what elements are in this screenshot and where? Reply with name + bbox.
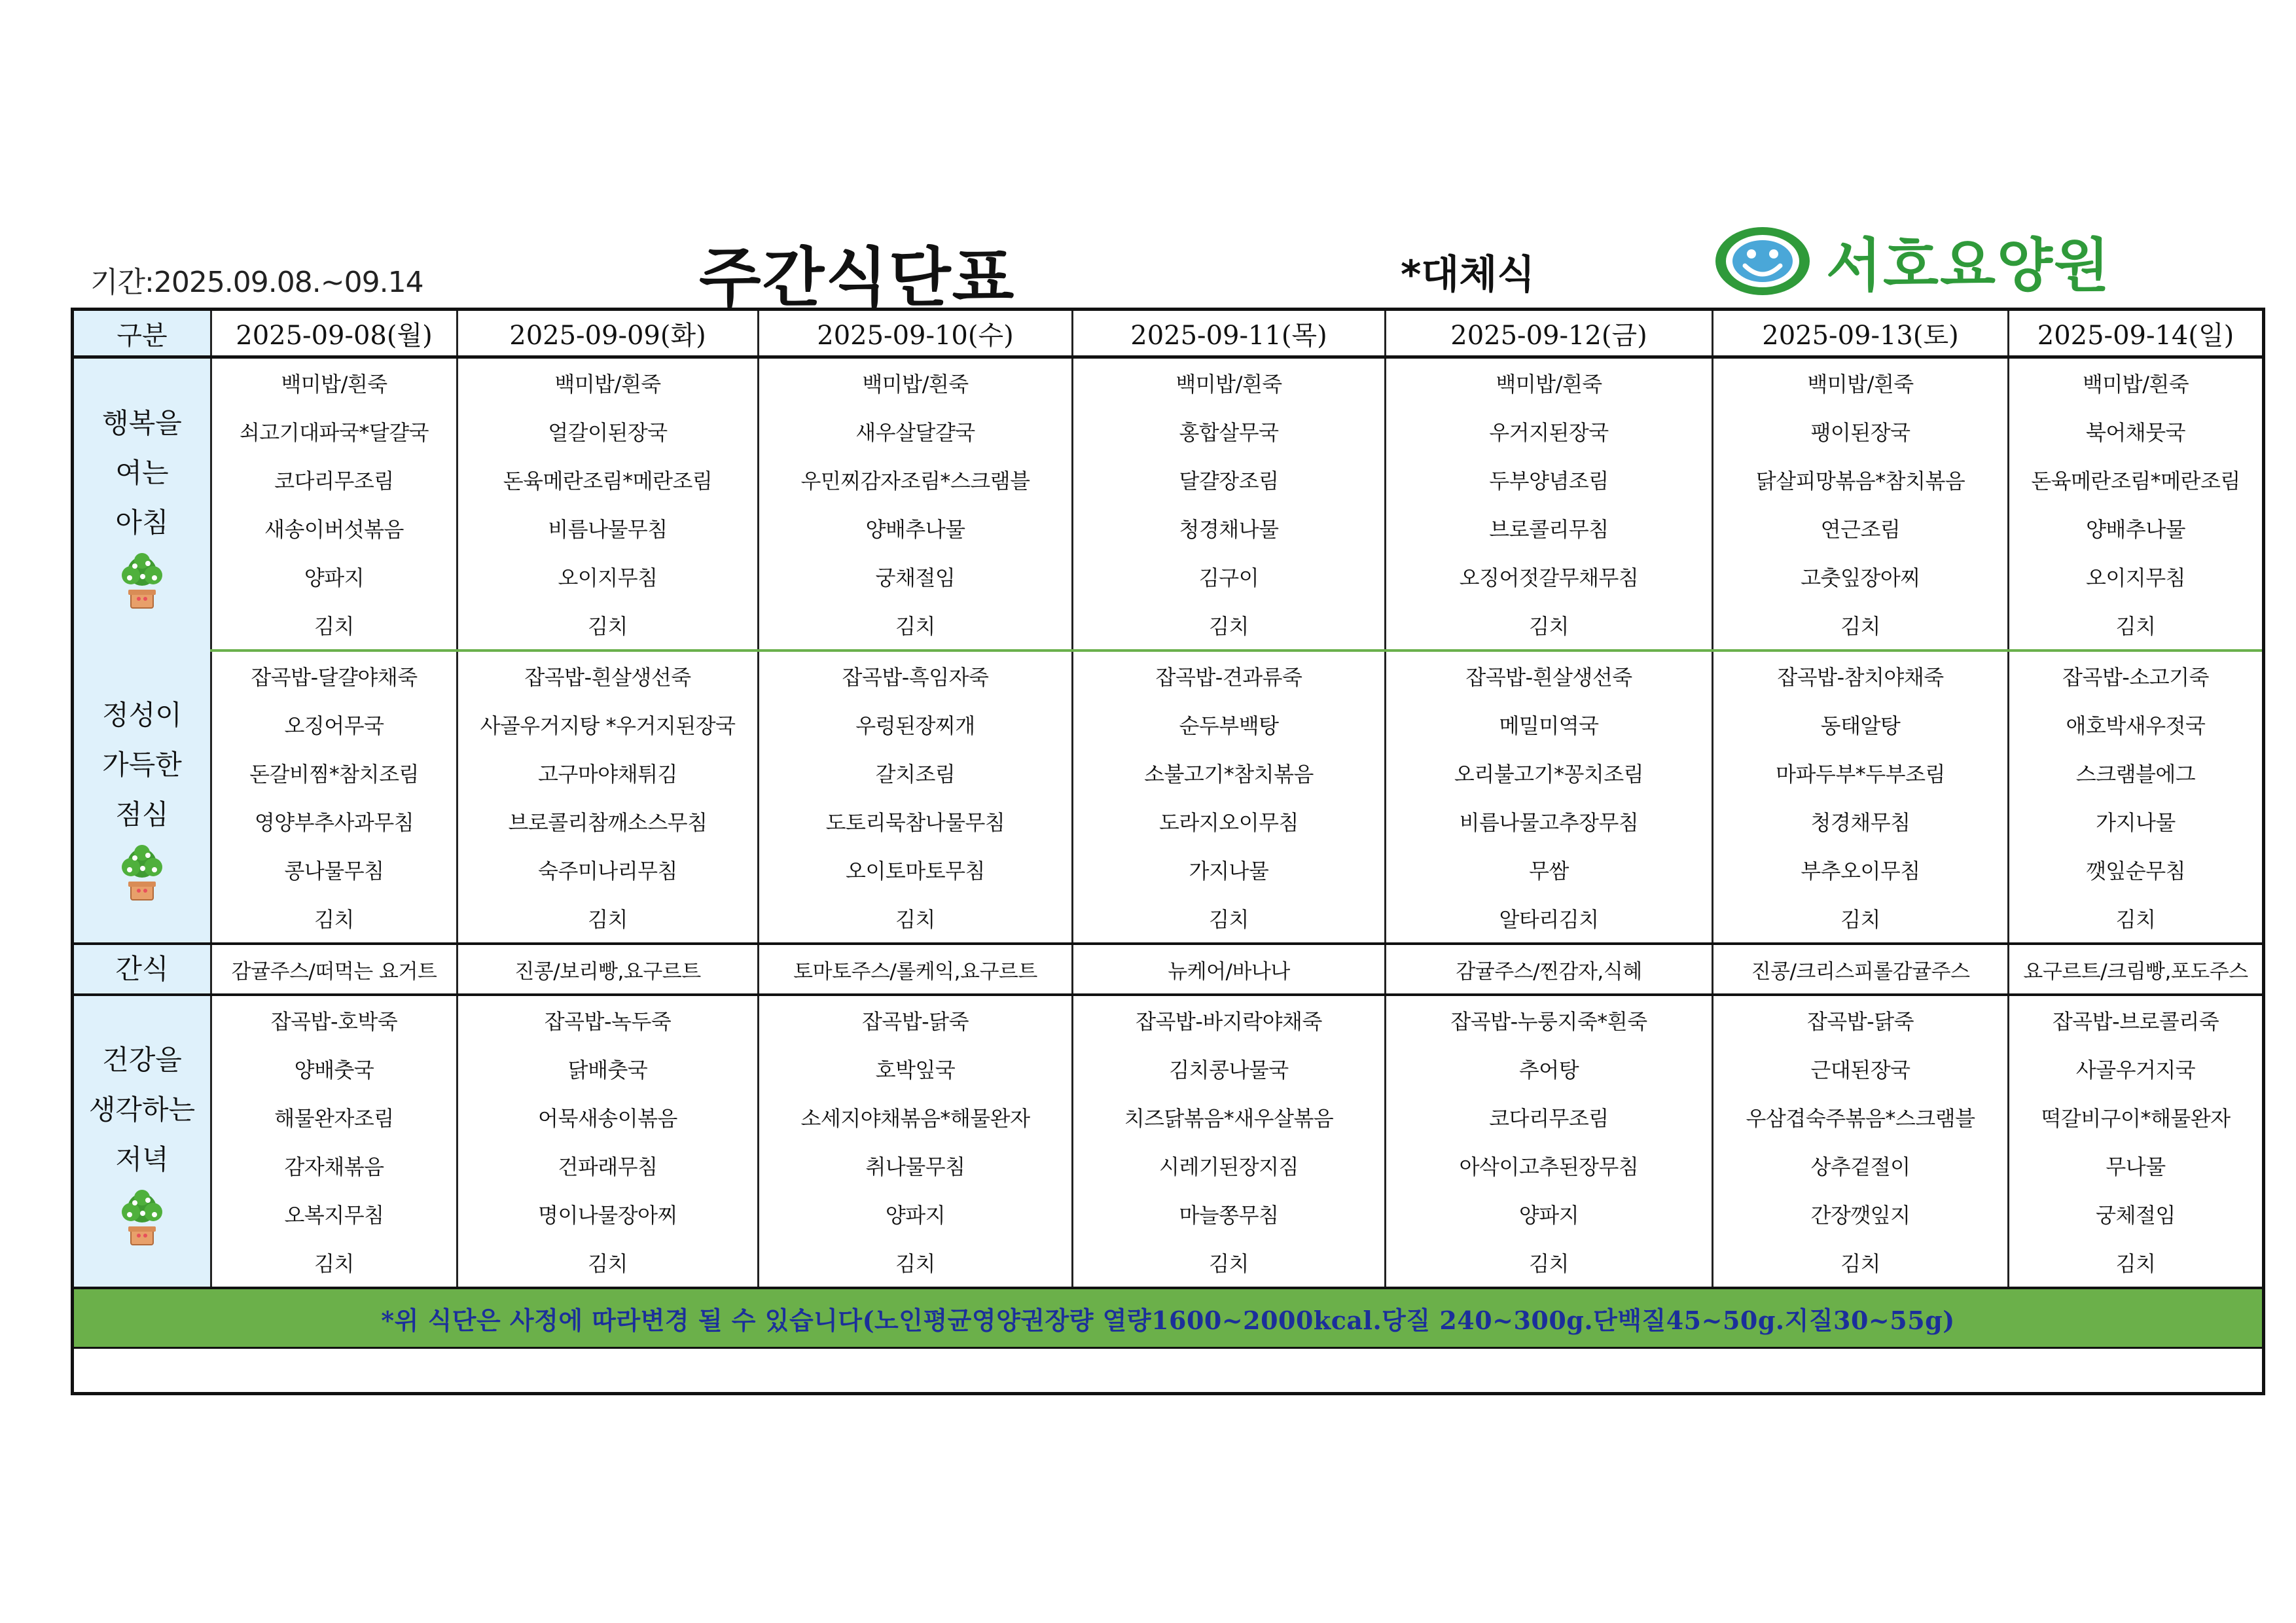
menu-item: 김치: [1073, 894, 1386, 944]
menu-item: 오이지무침: [2009, 552, 2264, 601]
menu-item: 양파지: [759, 1190, 1073, 1238]
date-header: 2025-09-10(수): [759, 310, 1073, 357]
menu-item: 김치: [211, 894, 457, 944]
snack-item: 뉴케어/바나나: [1073, 944, 1386, 995]
menu-item: 궁체절임: [2009, 1190, 2264, 1238]
menu-item: 김치: [2009, 1238, 2264, 1288]
date-header: 2025-09-08(월): [211, 310, 457, 357]
snack-item: 요구르트/크림빵,포도주스: [2009, 944, 2264, 995]
menu-item: 마파두부*두부조림: [1713, 749, 2009, 797]
menu-item: 도토리묵참나물무침: [759, 797, 1073, 846]
menu-item: 김치: [1073, 601, 1386, 651]
lunch-row: [73, 894, 2264, 944]
menu-item: 잡곡밥-호박죽: [211, 995, 457, 1044]
flower-pot-icon: [117, 552, 168, 611]
menu-item: 팽이된장국: [1713, 407, 2009, 455]
menu-item: 상추겉절이: [1713, 1141, 2009, 1190]
lunch-row: [73, 846, 2264, 894]
menu-item: 김치: [759, 1238, 1073, 1288]
menu-item: 백미밥/흰죽: [1713, 357, 2009, 408]
menu-item: 달걀장조림: [1073, 455, 1386, 504]
menu-item: 새우살달걀국: [759, 407, 1073, 455]
menu-item: 잡곡밥-흰살생선죽: [457, 651, 759, 700]
note-cell: [73, 1288, 2264, 1348]
breakfast-row: [73, 504, 2264, 552]
date-header: 2025-09-12(금): [1386, 310, 1713, 357]
menu-item: 부추오이무침: [1713, 846, 2009, 894]
menu-item: 고춧잎장아찌: [1713, 552, 2009, 601]
menu-item: 호박잎국: [759, 1044, 1073, 1093]
menu-item: 잡곡밥-녹두죽: [457, 995, 759, 1044]
menu-item: 사골우거지탕 *우거지된장국: [457, 700, 759, 749]
menu-item: 김치콩나물국: [1073, 1044, 1386, 1093]
menu-item: 무나물: [2009, 1141, 2264, 1190]
menu-item: 소세지야채볶음*해물완자: [759, 1093, 1073, 1141]
menu-item: 청경채나물: [1073, 504, 1386, 552]
menu-item: 오징어무국: [211, 700, 457, 749]
menu-item: 잡곡밥-견과류죽: [1073, 651, 1386, 700]
menu-item: 우민찌감자조림*스크램블: [759, 455, 1073, 504]
menu-item: 우삼겹숙주볶음*스크램블: [1713, 1093, 2009, 1141]
menu-item: 잡곡밥-참치야채죽: [1713, 651, 2009, 700]
menu-item: 사골우거지국: [2009, 1044, 2264, 1093]
menu-item: 시레기된장지짐: [1073, 1141, 1386, 1190]
menu-item: 양배추나물: [2009, 504, 2264, 552]
menu-item: 백미밥/흰죽: [2009, 357, 2264, 408]
menu-item: 김치: [1073, 1238, 1386, 1288]
menu-item: 백미밥/흰죽: [759, 357, 1073, 408]
dinner-row: [73, 995, 2264, 1044]
menu-item: 잡곡밥-소고기죽: [2009, 651, 2264, 700]
menu-item: 닭배춧국: [457, 1044, 759, 1093]
breakfast-row: [73, 357, 2264, 408]
menu-item: 어묵새송이볶음: [457, 1093, 759, 1141]
breakfast-label-line: 아침: [115, 507, 169, 539]
menu-item: 잡곡밥-닭죽: [1713, 995, 2009, 1044]
menu-item: 고구마야채튀김: [457, 749, 759, 797]
lunch-row: [73, 651, 2264, 700]
dinner-row: [73, 1093, 2264, 1141]
lunch-label-line: 정성이: [102, 699, 182, 731]
breakfast-row: [73, 601, 2264, 651]
menu-item: 마늘쫑무침: [1073, 1190, 1386, 1238]
menu-item: 브로콜리참깨소스무침: [457, 797, 759, 846]
menu-item: 백미밥/흰죽: [1073, 357, 1386, 408]
flower-pot-icon: [117, 844, 168, 902]
menu-item: 감자채볶음: [211, 1141, 457, 1190]
menu-item: 김치: [759, 894, 1073, 944]
menu-item: 새송이버섯볶음: [211, 504, 457, 552]
dinner-label: [73, 995, 211, 1288]
logo: [1713, 220, 2111, 302]
lunch-row: [73, 749, 2264, 797]
menu-item: 궁채절임: [759, 552, 1073, 601]
blank-cell: [73, 1348, 2264, 1394]
menu-item: 김치: [2009, 601, 2264, 651]
menu-item: 브로콜리무침: [1386, 504, 1713, 552]
menu-item: 오이지무침: [457, 552, 759, 601]
period-label: 기간:2025.09.08.~09.14: [90, 266, 423, 299]
dinner-row: [73, 1044, 2264, 1093]
menu-item: 갈치조림: [759, 749, 1073, 797]
page-title: 주간식단표: [699, 241, 1016, 315]
date-header: 2025-09-11(목): [1073, 310, 1386, 357]
menu-item: 우렁된장찌개: [759, 700, 1073, 749]
menu-item: 잡곡밥-누룽지죽*흰죽: [1386, 995, 1713, 1044]
menu-item: 알타리김치: [1386, 894, 1713, 944]
header-row: [73, 310, 2264, 357]
menu-item: 김치: [1713, 601, 2009, 651]
menu-item: 오이토마토무침: [759, 846, 1073, 894]
menu-item: 오복지무침: [211, 1190, 457, 1238]
menu-item: 오징어젓갈무채무침: [1386, 552, 1713, 601]
menu-item: 숙주미나리무침: [457, 846, 759, 894]
menu-item: 닭살피망볶음*참치볶음: [1713, 455, 2009, 504]
snack-item: 진콩/크리스피롤감귤주스: [1713, 944, 2009, 995]
menu-item: 잡곡밥-바지락야채죽: [1073, 995, 1386, 1044]
breakfast-label: [73, 357, 211, 651]
logo-text: 서호요양원: [1826, 232, 2111, 299]
breakfast-label-line: 여는: [115, 457, 169, 489]
menu-item: 간장깻잎지: [1713, 1190, 2009, 1238]
menu-item: 스크램블에그: [2009, 749, 2264, 797]
menu-item: 치즈닭볶음*새우살볶음: [1073, 1093, 1386, 1141]
menu-item: 양파지: [1386, 1190, 1713, 1238]
lunch-label-line: 점심: [115, 798, 169, 830]
menu-item: 잡곡밥-흰살생선죽: [1386, 651, 1713, 700]
menu-item: 비름나물고추장무침: [1386, 797, 1713, 846]
menu-item: 얼갈이된장국: [457, 407, 759, 455]
dinner-row: [73, 1141, 2264, 1190]
menu-item: 잡곡밥-흑임자죽: [759, 651, 1073, 700]
dinner-row: [73, 1190, 2264, 1238]
menu-item: 도라지오이무침: [1073, 797, 1386, 846]
menu-item: 김치: [759, 601, 1073, 651]
menu-item: 김치: [1713, 1238, 2009, 1288]
menu-item: 떡갈비구이*해물완자: [2009, 1093, 2264, 1141]
menu-item: 양배춧국: [211, 1044, 457, 1093]
lunch-row: [73, 700, 2264, 749]
breakfast-row: [73, 552, 2264, 601]
menu-item: 콩나물무침: [211, 846, 457, 894]
menu-item: 명이나물장아찌: [457, 1190, 759, 1238]
menu-item: 잡곡밥-브로콜리죽: [2009, 995, 2264, 1044]
menu-item: 김치: [1386, 1238, 1713, 1288]
menu-item: 홍합살무국: [1073, 407, 1386, 455]
breakfast-row: [73, 407, 2264, 455]
menu-item: 두부양념조림: [1386, 455, 1713, 504]
menu-item: 김치: [457, 894, 759, 944]
alt-meal-label: *대체식: [1401, 252, 1535, 298]
menu-item: 김치: [2009, 894, 2264, 944]
menu-item: 돈갈비찜*참치조림: [211, 749, 457, 797]
date-header: 2025-09-14(일): [2009, 310, 2264, 357]
menu-item: 김치: [1713, 894, 2009, 944]
menu-item: 아삭이고추된장무침: [1386, 1141, 1713, 1190]
menu-item: 근대된장국: [1713, 1044, 2009, 1093]
menu-item: 우거지된장국: [1386, 407, 1713, 455]
menu-item: 김치: [211, 601, 457, 651]
menu-item: 양배추나물: [759, 504, 1073, 552]
date-header: 2025-09-09(화): [457, 310, 759, 357]
lunch-row: [73, 797, 2264, 846]
menu-item: 애호박새우젓국: [2009, 700, 2264, 749]
menu-item: 김치: [211, 1238, 457, 1288]
menu-item: 잡곡밥-닭죽: [759, 995, 1073, 1044]
lunch-label-line: 가득한: [102, 749, 182, 781]
menu-item: 백미밥/흰죽: [1386, 357, 1713, 408]
menu-item: 메밀미역국: [1386, 700, 1713, 749]
menu-item: 가지나물: [2009, 797, 2264, 846]
nutrition-note: *위 식단은 사정에 따라변경 될 수 있습니다(노인평균영양권장량 열량1600~2000kcal.당질 240~300g.단백질45~50g.지질30~55g): [381, 1305, 1955, 1335]
menu-item: 연근조림: [1713, 504, 2009, 552]
breakfast-row: [73, 455, 2264, 504]
dinner-label-line: 건강을: [102, 1044, 182, 1076]
dinner-label-line: 생각하는: [88, 1094, 196, 1126]
menu-item: 코다리무조림: [1386, 1093, 1713, 1141]
menu-item: 돈육메란조림*메란조림: [2009, 455, 2264, 504]
snack-label: 간식: [73, 944, 211, 995]
menu-item: 양파지: [211, 552, 457, 601]
menu-item: 건파래무침: [457, 1141, 759, 1190]
smiling-face-logo-icon: [1713, 225, 1812, 297]
dinner-row: [73, 1238, 2264, 1288]
menu-item: 김치: [457, 1238, 759, 1288]
menu-item: 오리불고기*꽁치조림: [1386, 749, 1713, 797]
dinner-label-line: 저녁: [115, 1143, 169, 1175]
category-header: 구분: [73, 310, 211, 357]
menu-item: 해물완자조림: [211, 1093, 457, 1141]
menu-item: 백미밥/흰죽: [211, 357, 457, 408]
menu-item: 돈육메란조림*메란조림: [457, 455, 759, 504]
menu-item: 잡곡밥-달걀야채죽: [211, 651, 457, 700]
menu-item: 코다리무조림: [211, 455, 457, 504]
flower-pot-icon: [117, 1188, 168, 1247]
menu-item: 김구이: [1073, 552, 1386, 601]
menu-item: 소불고기*참치볶음: [1073, 749, 1386, 797]
menu-item: 취나물무침: [759, 1141, 1073, 1190]
snack-row: [73, 944, 2264, 995]
menu-item: 김치: [457, 601, 759, 651]
date-header: 2025-09-13(토): [1713, 310, 2009, 357]
menu-item: 영양부추사과무침: [211, 797, 457, 846]
menu-item: 쇠고기대파국*달걀국: [211, 407, 457, 455]
menu-item: 무쌈: [1386, 846, 1713, 894]
menu-item: 가지나물: [1073, 846, 1386, 894]
menu-item: 추어탕: [1386, 1044, 1713, 1093]
snack-item: 토마토주스/롤케익,요구르트: [759, 944, 1073, 995]
menu-item: 백미밥/흰죽: [457, 357, 759, 408]
menu-item: 김치: [1386, 601, 1713, 651]
blank-row: [73, 1348, 2264, 1394]
menu-item: 깻잎순무침: [2009, 846, 2264, 894]
weekly-menu-table: [71, 308, 2265, 1395]
lunch-label: [73, 651, 211, 944]
note-row: [73, 1288, 2264, 1348]
breakfast-label-line: 행복을: [102, 407, 182, 439]
snack-item: 감귤주스/떠먹는 요거트: [211, 944, 457, 995]
menu-item: 동태알탕: [1713, 700, 2009, 749]
menu-item: 청경채무침: [1713, 797, 2009, 846]
menu-item: 순두부백탕: [1073, 700, 1386, 749]
snack-item: 감귤주스/찐감자,식혜: [1386, 944, 1713, 995]
menu-item: 비름나물무침: [457, 504, 759, 552]
menu-item: 북어채뭇국: [2009, 407, 2264, 455]
snack-item: 진콩/보리빵,요구르트: [457, 944, 759, 995]
